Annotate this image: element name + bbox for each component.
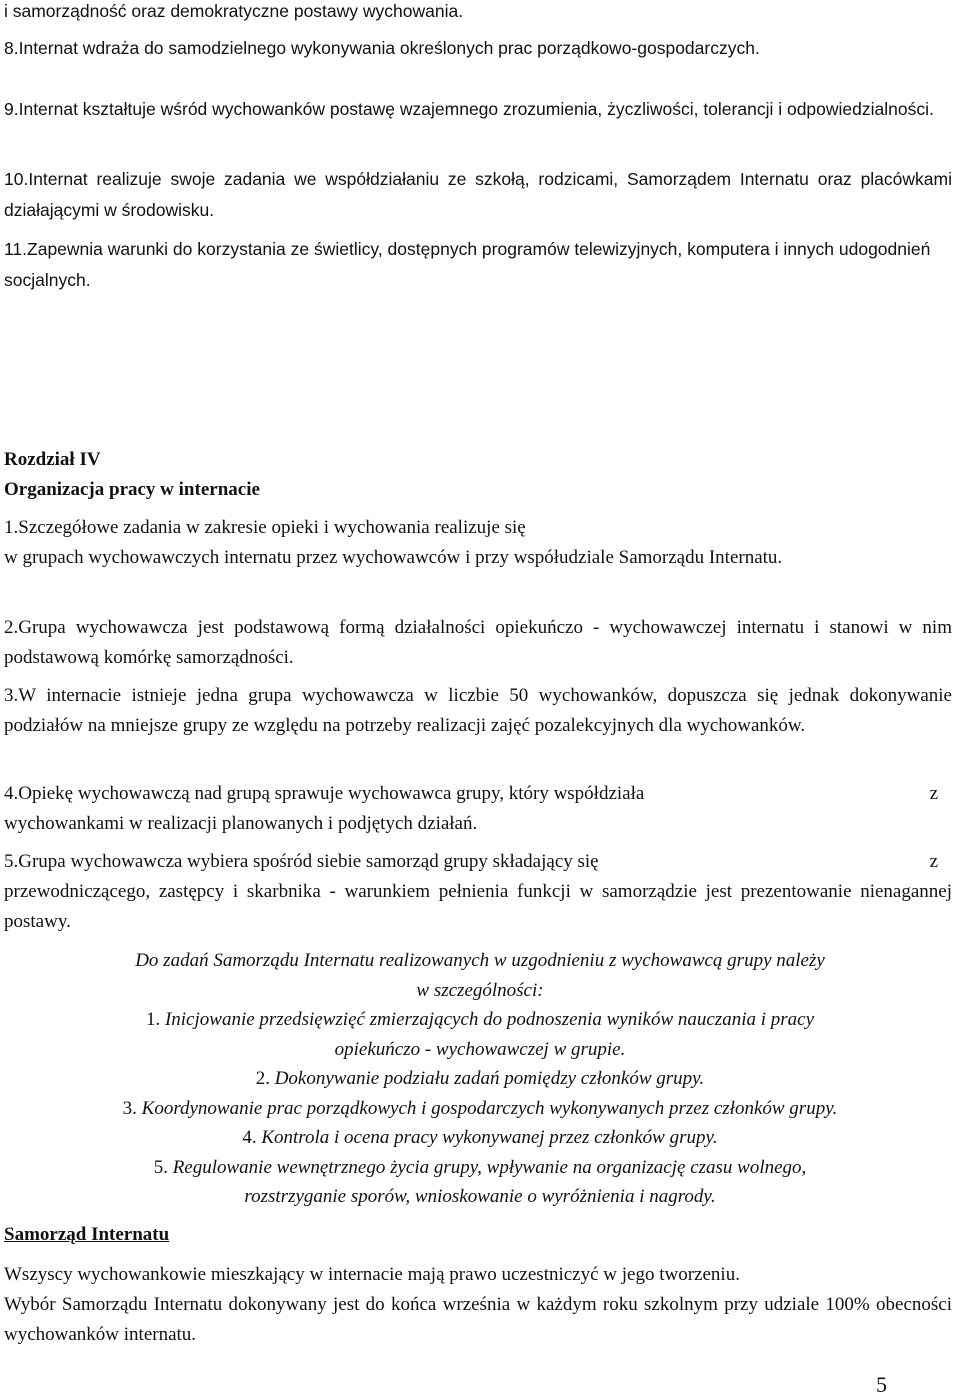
task-4-text: Kontrola i ocena pracy wykonywanej przez członków grupy.: [261, 1127, 718, 1148]
task-5: [0, 1153, 960, 1183]
task-3: [0, 1094, 960, 1124]
tasks-intro-2: w szczególności:: [416, 979, 544, 1001]
task-1: [0, 1005, 960, 1035]
task-2: [0, 1064, 960, 1094]
task-3-text: Koordynowanie prac porządkowych i gospodarczych wykonywanych przez członków grupy.: [141, 1097, 838, 1119]
list-item-11: 11.Zapewnia warunki do korzystania ze świetlicy, dostępnych programów telewizyjnych, komputera i innych udogodnień socjalnych.: [4, 239, 931, 290]
task-2-text: Dokonywanie podziału zadań pomiędzy członków grupy.: [274, 1068, 705, 1089]
list-item-9: 9.Internat kształtuje wśród wychowanków postawę wzajemnego zrozumienia, życzliwości, tolerancji i odpowiedzialności.: [4, 99, 934, 119]
task-4: [0, 1123, 960, 1153]
task-5-cont: rozstrzyganie sporów, wnioskowanie o wyróżnienia i nagrody.: [244, 1186, 716, 1207]
page-number: 5: [876, 1372, 887, 1397]
list-item-10: 10.Internat realizuje swoje zadania we współdziałaniu ze szkołą, rodzicami, Samorządem Internatu oraz placówkami działającymi w środowisku.: [4, 169, 952, 220]
task-5-number: 5.: [153, 1156, 168, 1178]
task-1-text-1: Inicjowanie przedsięwzięć zmierzających do podnoszenia wyników nauczania i pracy: [164, 1009, 815, 1030]
chapter-item-5-rest: przewodniczącego, zastępcy i skarbnika - warunkiem pełnienia funkcji w samorządzie jest prezentowanie nienagannej postawy.: [4, 881, 952, 932]
chapter-title: Rozdział IV: [4, 449, 101, 470]
chapter-item-1-line1: 1.Szczegółowe zadania w zakresie opieki i wychowania realizuje się: [4, 517, 526, 538]
chapter-item-5: [4, 847, 952, 937]
chapter-item-5-line1: 5.Grupa wychowawcza wybiera spośród siebie samorząd grupy składający się: [4, 851, 599, 872]
chapter-item-1: [4, 513, 952, 573]
task-1-number: 1.: [145, 1009, 161, 1030]
list-item-8: 8.Internat wdraża do samodzielnego wykonywania określonych prac porządkowo-gospodarczych.: [4, 38, 760, 58]
samorzad-paragraph-1: Wszyscy wychowankowie mieszkający w internacie mają prawo uczestniczyć w jego tworzeniu.: [4, 1264, 740, 1285]
samorzad-paragraph-2: Wybór Samorządu Internatu dokonywany jest do końca września w każdym roku szkolnym przy udziale 100% obecności wychowanków internatu.: [4, 1294, 952, 1345]
task-4-number: 4.: [242, 1127, 257, 1148]
chapter-item-2: 2.Grupa wychowawcza jest podstawową formą działalności opiekuńczo - wychowawczej internatu i stanowi w nim podstawową komórkę samorządności.: [4, 617, 952, 668]
chapter-item-3: 3.W internacie istnieje jedna grupa wychowawcza w liczbie 50 wychowanków, dopuszcza się jednak dokonywanie podziałów na mniejsze grupy ze względu na potrzeby realizacji zajęć pozalekcyjnych dla wychowanków.: [4, 685, 952, 736]
chapter-item-4: [4, 779, 952, 839]
chapter-item-4-rest: wychowankami w realizacji planowanych i podjętych działań.: [4, 813, 478, 834]
chapter-item-4-line1: 4.Opiekę wychowawczą nad grupą sprawuje wychowawca grupy, który współdziała: [4, 783, 645, 804]
chapter-item-1-rest: w grupach wychowawczych internatu przez wychowawców i przy współudziale Samorządu Internatu.: [4, 547, 783, 568]
chapter-item-5-z: z: [929, 851, 938, 872]
tasks-intro-1: Do zadań Samorządu Internatu realizowanych w uzgodnieniu z wychowawcą grupy należy: [135, 950, 825, 971]
samorzad-heading: Samorząd Internatu: [4, 1224, 170, 1245]
task-5-text-1: Regulowanie wewnętrznego życia grupy, wpływanie na organizację czasu wolnego,: [172, 1156, 807, 1178]
task-1-cont: opiekuńczo - wychowawczej w grupie.: [334, 1038, 626, 1060]
continuation-line: i samorządność oraz demokratyczne postawy wychowania.: [4, 1, 464, 21]
tasks-list: [0, 946, 960, 1212]
chapter-item-4-z: z: [929, 783, 938, 804]
task-3-number: 3.: [122, 1097, 137, 1119]
task-2-number: 2.: [255, 1068, 270, 1089]
chapter-subtitle: Organizacja pracy w internacie: [4, 479, 260, 500]
